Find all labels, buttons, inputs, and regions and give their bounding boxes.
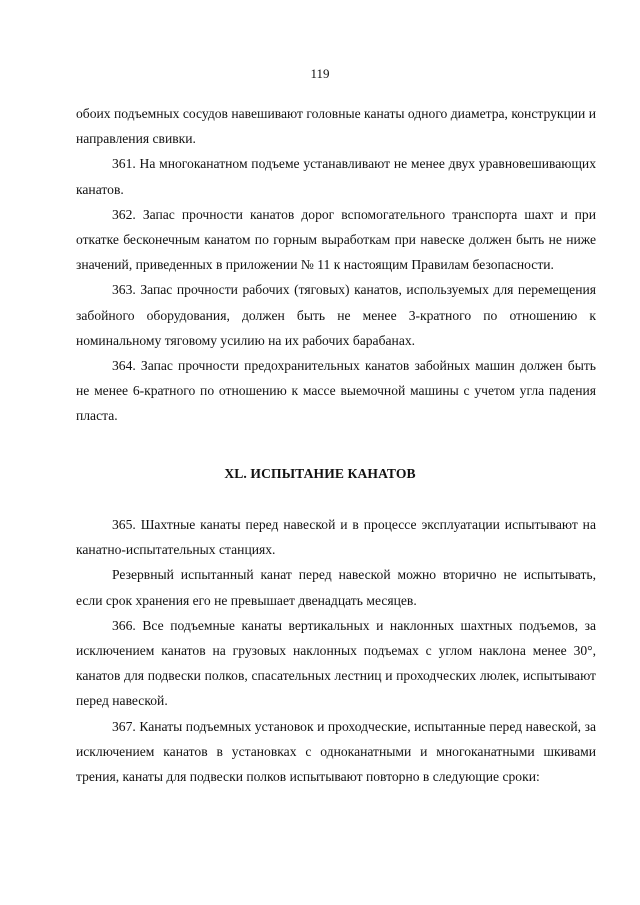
paragraph-361: 361. На многоканатном подъеме устанавливают не менее двух уравновешивающих канатов.: [76, 156, 596, 197]
paragraph-reserve-rope: Резервный испытанный канат перед навеской можно вторично не испытывать, если срок хранения его не превышает двенадцать месяцев.: [76, 567, 596, 608]
body-text-top: [76, 101, 596, 429]
section-heading: XL. ИСПЫТАНИЕ КАНАТОВ: [224, 466, 416, 481]
paragraph-362: 362. Запас прочности канатов дорог вспомогательного транспорта шахт и при откатке бесконечным канатом по горным выработкам при навеске должен быть не ниже значений, приведенных в приложении № 11 к настоящим Правилам безопасности.: [76, 206, 596, 273]
paragraph-364: 364. Запас прочности предохранительных канатов забойных машин должен быть не менее 6-кратного по отношению к массе выемочной машины с учетом угла падения пласта.: [76, 358, 596, 424]
paragraph-366: 366. Все подъемные канаты вертикальных и наклонных шахтных подъемов, за исключением канатов на грузовых наклонных подъемах с углом наклона менее 30°, канатов для подвески полков, спасательных лестниц и проходческих люлек, испытывают перед навеской.: [76, 617, 596, 709]
body-text-bottom: [76, 512, 596, 789]
paragraph-363: 363. Запас прочности рабочих (тяговых) канатов, используемых для перемещения забойного оборудования, должен быть не менее 3-кратного по отношению к номинальному тяговому усилию на их рабочих барабанах.: [76, 282, 596, 348]
paragraph-365: 365. Шахтные канаты перед навеской и в процессе эксплуатации испытывают на канатно-испытательных станциях.: [76, 517, 596, 558]
page-number: 119: [310, 66, 330, 81]
paragraph-367: 367. Канаты подъемных установок и проходческие, испытанные перед навеской, за исключением канатов в установках с одноканатными и многоканатными шкивами трения, канаты для подвески полков испытывают повторно в следующие сроки:: [76, 718, 596, 785]
paragraph-continuation: обоих подъемных сосудов навешивают головные канаты одного диаметра, конструкции и направления свивки.: [76, 106, 596, 147]
